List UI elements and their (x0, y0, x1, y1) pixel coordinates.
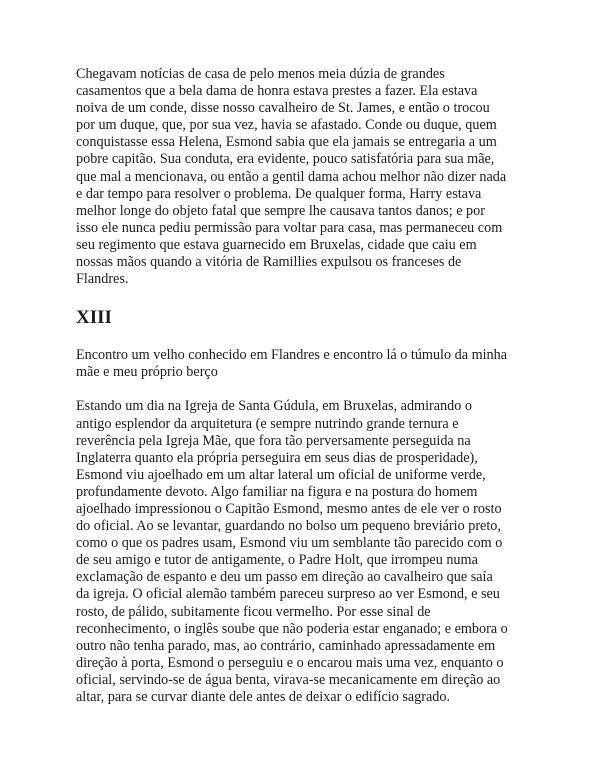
paragraph-1: Chegavam notícias de casa de pelo menos meia dúzia de grandes casamentos que a bela dama de honra estava prestes a fazer. Ela estava noiva de um conde, disse nosso cavalheiro de St. James, e então o trocou por um duque, que, por sua vez, havia se afastado. Conde ou duque, quem conquistasse essa Helena, Esmond sabia que ela jamais se entregaria a um pobre capitão. Sua conduta, era evidente, pouco satisfatória para sua mãe, que mal a mencionava, ou então a gentil dama achou melhor não dizer nada e dar tempo para resolver o problema. De qualquer forma, Harry estava melhor longe do objeto fatal que sempre lhe causava tantos danos; e por isso ele nunca pediu permissão para voltar para casa, mas permaneceu com seu regimento que estava guarnecido em Bruxelas, cidade que caiu em nossas mãos quando a vitória de Ramillies expulsou os franceses de Flandres. (76, 66, 507, 288)
paragraph-2: Estando um dia na Igreja de Santa Gúdula, em Bruxelas, admirando o antigo esplendor da arquitetura (e sempre nutrindo grande ternura e reverência pela Igreja Mãe, que fora tão perversamente perseguida na Inglaterra quanto ela própria perseguira em seus dias de prosperidade), Esmond viu ajoelhado em um altar lateral um oficial de uniforme verde, profundamente devoto. Algo familiar na figura e na postura do homem ajoelhado impressionou o Capitão Esmond, mesmo antes de ele ver o rosto do oficial. Ao se levantar, guardando no bolso um pequeno breviário preto, como o que os padres usam, Esmond viu um semblante tão parecido com o de seu amigo e tutor de antigamente, o Padre Holt, que irrompeu numa exclamação de espanto e deu um passo em direção ao cavalheiro que saía da igreja. O oficial alemão também pareceu surpreso ao ver Esmond, e seu rosto, de pálido, subitamente ficou vermelho. Por esse sinal de reconhecimento, o inglês soube que não poderia estar enganado; e embora o outro não tenha parado, mas, ao contrário, caminhado apressadamente em direção à porta, Esmond o perseguiu e o encarou mais uma vez, enquanto o oficial, servindo-se de água benta, virava-se mecanicamente em direção ao altar, para se curvar diante dele antes de deixar o edifício sagrado. (76, 398, 508, 705)
chapter-heading: XIII (76, 307, 112, 329)
document-page (76, 66, 546, 706)
chapter-subtitle: Encontro um velho conhecido em Flandres e encontro lá o túmulo da minha mãe e meu próprio berço (76, 347, 508, 381)
